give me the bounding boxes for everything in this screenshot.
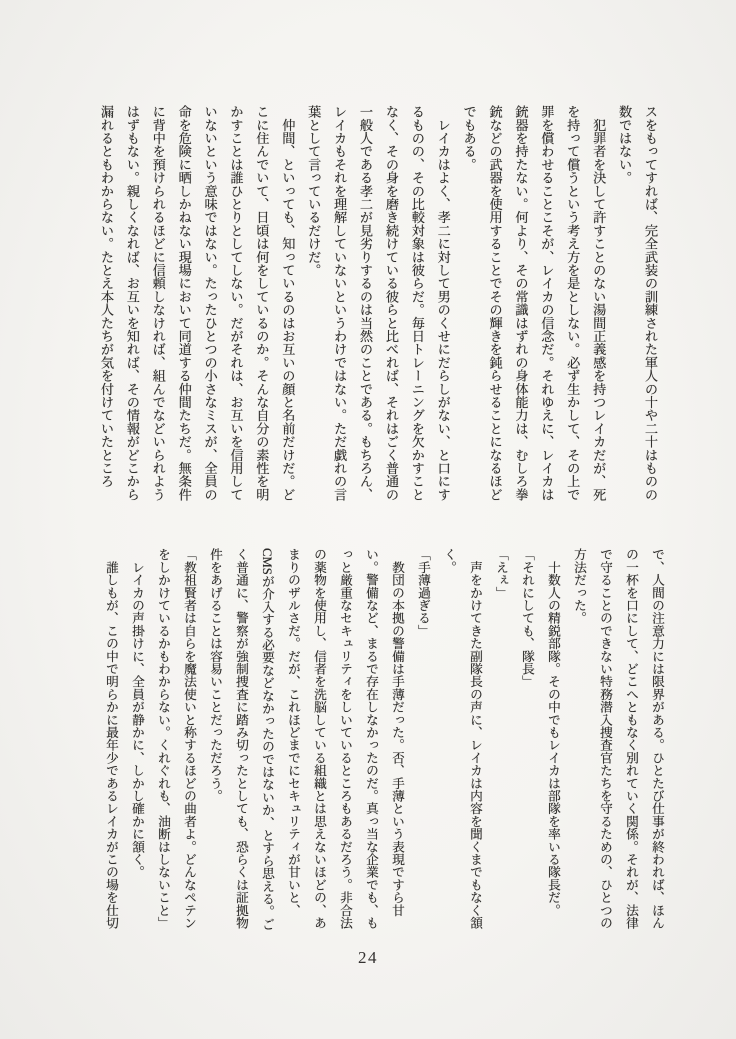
text-column: なく、その身を磨き続けている彼らと比べれば、それはごく普通の — [383, 105, 399, 501]
text-column: 声をかけてきた副隊長の声に、レイカは内容を聞くまでもなく頷 — [468, 548, 482, 929]
text-column: 十数人の精鋭部隊。その中でもレイカは部隊を率いる隊長だ。 — [546, 548, 560, 917]
text-column: レイカもそれを理解していないというわけではない。ただ戯れの言 — [332, 105, 348, 501]
text-column: CMSが介入する必要などなかったのではないか、とすら思える。ご — [260, 548, 274, 931]
text-column: 数ではない。 — [617, 105, 633, 185]
text-column: 「えぇ」 — [494, 548, 508, 599]
text-column: で、人間の注意力には限界がある。ひとたび仕事が終われば、ほん — [650, 548, 664, 929]
text-column: まりのザルさだ。だが、これほどまでにセキュリティが甘いと、 — [286, 548, 300, 917]
text-column: 「手薄過ぎる」 — [416, 548, 430, 637]
page-number: 24 — [358, 948, 378, 967]
text-column: 件をあげることは容易いことだっただろう。 — [208, 548, 222, 802]
text-column: い。警備など、まるで存在しなかったのだ。真っ当な企業でも、も — [364, 548, 378, 929]
text-column: 誰しもが、この中で明らかに最年少であるレイカがこの場を仕切 — [104, 548, 118, 929]
text-column: 漏れるともわからない。たとえ本人たちが気を付けていたところ — [98, 105, 114, 488]
text-column: 罪を償わせることこそが、レイカの信念だ。それゆえに、レイカは — [539, 105, 555, 501]
text-column: いないという意味ではない。たったひとつの小さなミスが、全員の — [202, 105, 218, 501]
text-column: 教団の本拠の警備は手薄だった。否、手薄という表現ですら甘 — [390, 548, 404, 917]
text-column: の一杯を口にして、どこへともなく別れていく関係。それが、法律 — [624, 548, 638, 929]
text-column: 一般人である孝二が見劣りするのは当然のことである。もちろん、 — [358, 105, 374, 501]
text-column: をしかけているかもわからない。くれぐれも、油断はしないこと」 — [156, 548, 170, 929]
text-column: かすことは誰ひとりとしてしない。だがそれは、お互いを信用して — [228, 105, 244, 501]
text-column: 「それにしても、隊長」 — [520, 548, 534, 688]
text-column: 命を危険に晒しかねない現場において同道する仲間たちだ。無条件 — [176, 105, 192, 501]
text-column: く普通に、警察が強制捜査に踏み切ったとしても、恐らくは証拠物 — [234, 548, 248, 929]
text-column: で守ることのできない特務潜入捜査官たちを守るための、ひとつの — [598, 548, 612, 929]
text-column: でもある。 — [461, 105, 477, 171]
text-column: 銃器を持たない。何より、その常識はずれの身体能力は、むしろ拳 — [513, 105, 529, 501]
text-column: 「教祖賢者は自らを魔法使いと称するほどの曲者よ。どんなペテン — [182, 548, 196, 929]
text-column: を持って償うという考え方を是としない。必ず生かして、その上で — [565, 105, 581, 501]
text-column: 葉として言っているだけだ。 — [306, 105, 322, 277]
text-column: く。 — [442, 548, 456, 574]
text-column: に背中を預けられるほどに信頼しなければ、組んでなどいられよう — [150, 105, 166, 501]
text-block-bottom — [98, 548, 670, 933]
text-column: るものの、その比較対象は彼らだ。毎日トレーニングを欠かすこと — [409, 105, 425, 501]
text-column: っと厳重なセキュリティをしいているところもあるだろう。非合法 — [338, 548, 352, 929]
text-column: 犯罪者を決して許すことのない湯間正義感を持つレイカだが、死 — [591, 105, 607, 501]
text-block-top — [93, 105, 663, 507]
text-column: 仲間、といっても、知っているのはお互いの顔と名前だけだ。ど — [280, 105, 296, 501]
text-column: スをもってすれば、完全武装の訓練された軍人の十や二十はものの — [643, 105, 658, 501]
text-column: レイカの声掛けに、全員が静かに、しかし確かに頷く。 — [130, 548, 144, 879]
text-column: こに住んでいて、日頃は何をしているのか。そんな自分の素性を明 — [254, 105, 270, 501]
text-column: レイカはよく、孝二に対して男のくせにだらしがない、と口にす — [435, 105, 451, 501]
text-column: 方法だった。 — [572, 548, 586, 625]
text-column: はずもない。親しくなれば、お互いを知れば、その情報がどこから — [124, 105, 140, 501]
text-column: 銃などの武器を使用することでその輝きを鈍らせることになるほど — [487, 105, 503, 501]
text-column: の薬物を使用し、信者を洗脳している組織とは思えないほどの、あ — [312, 548, 326, 929]
